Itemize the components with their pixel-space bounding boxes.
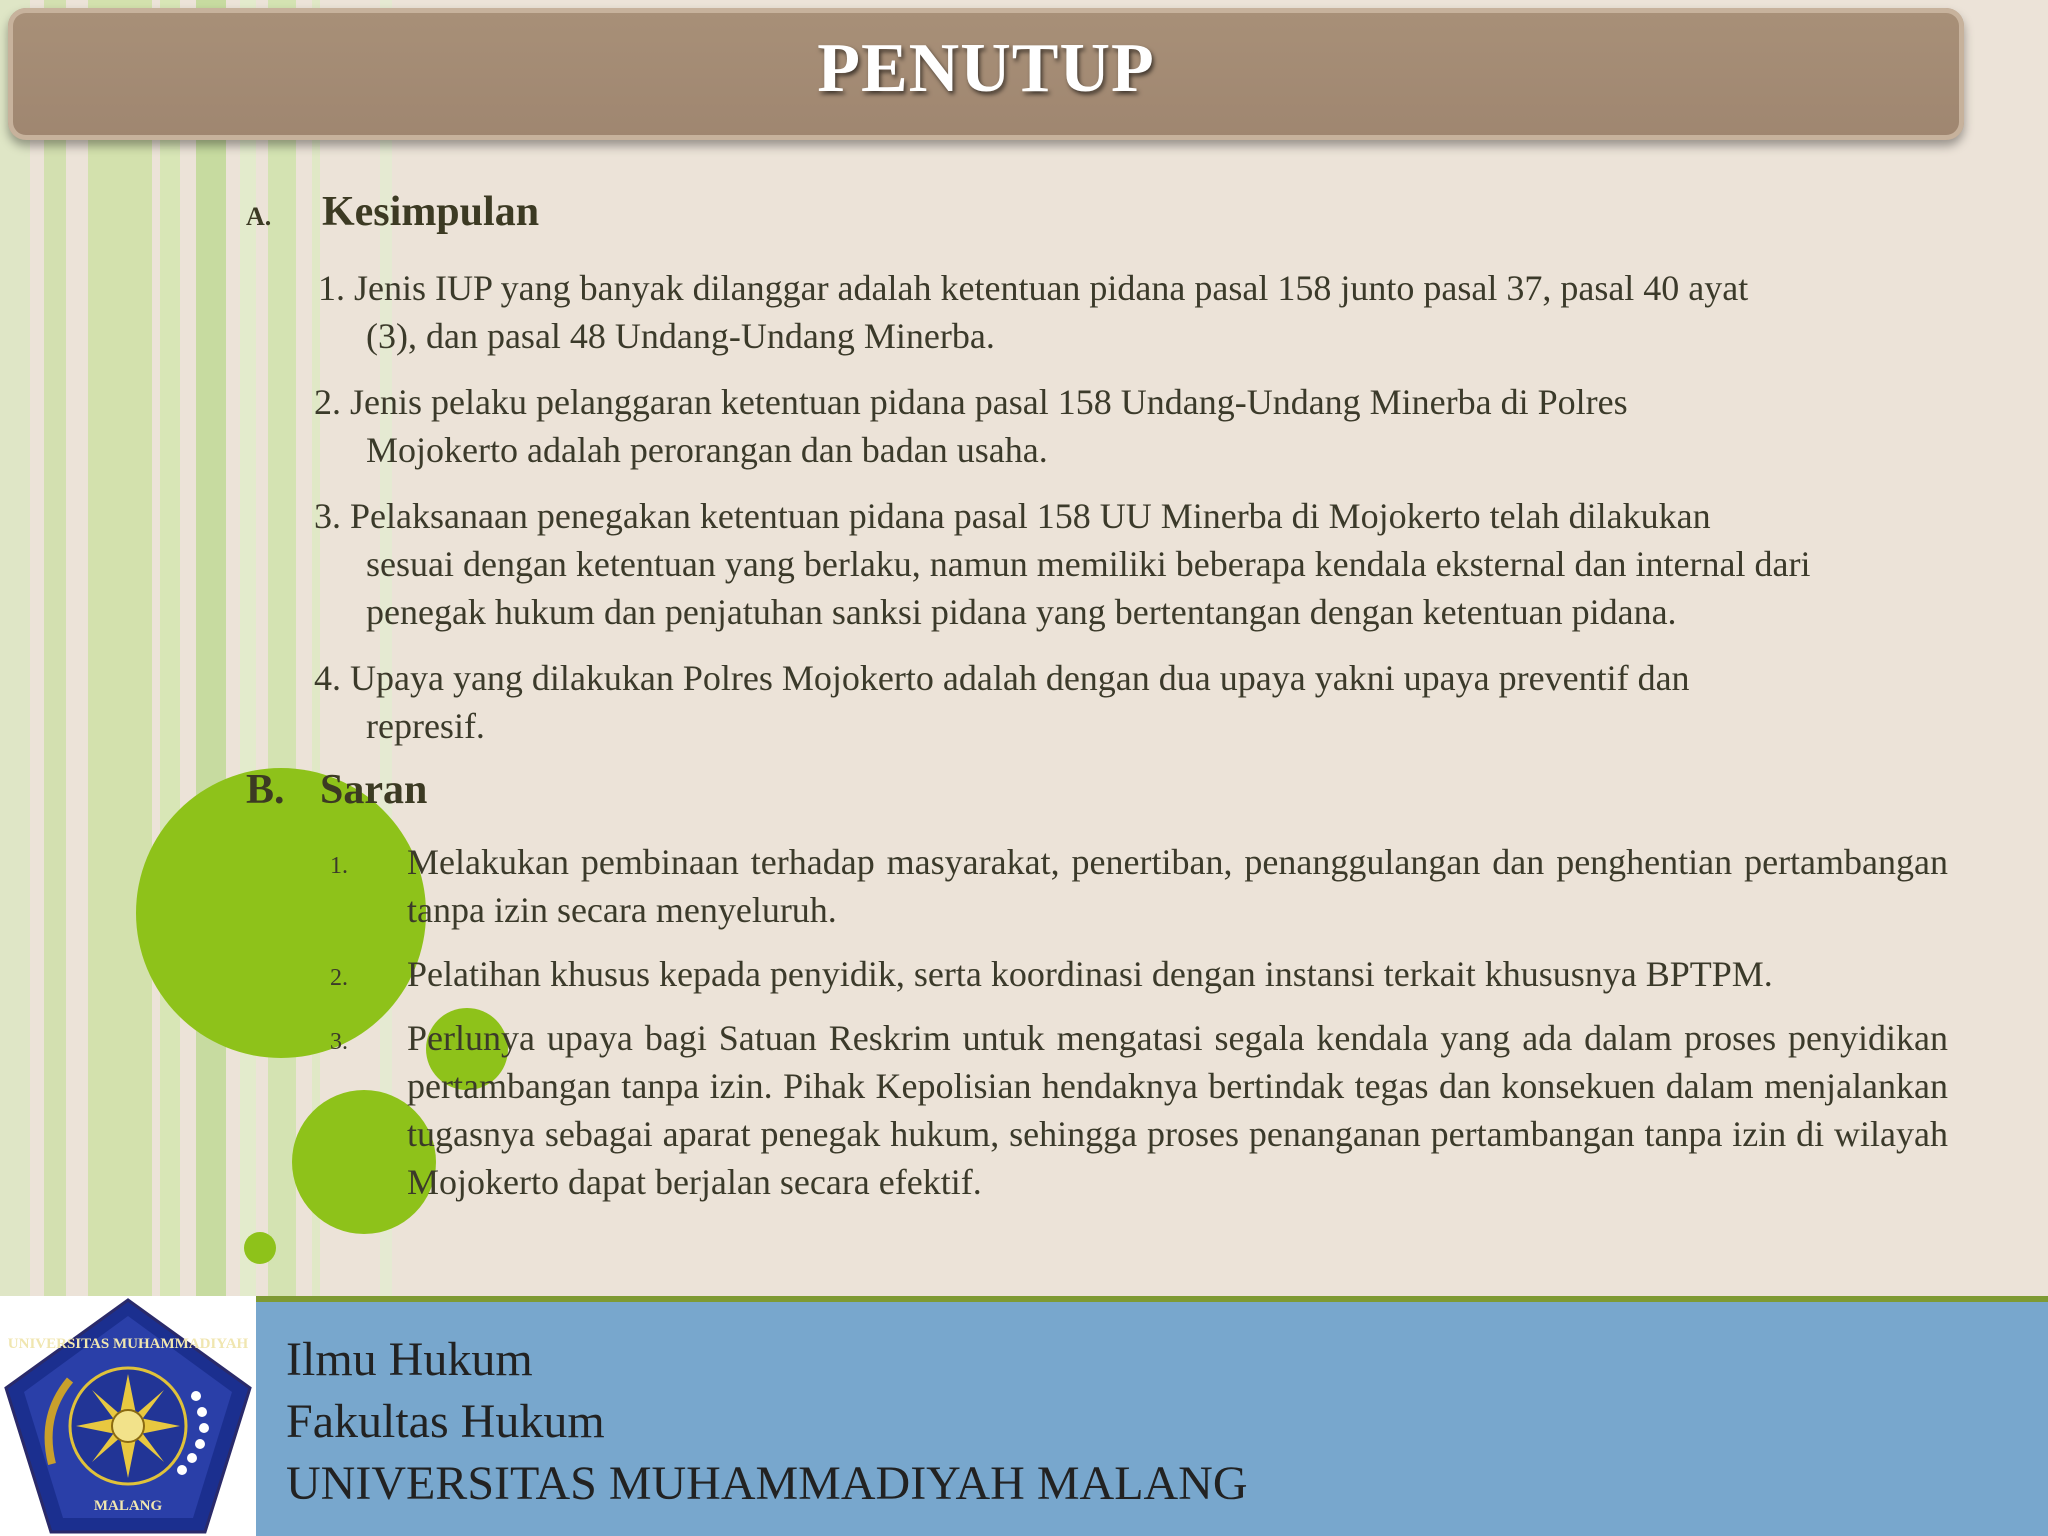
saran-item-1-text: Melakukan pembinaan terhadap masyarakat, penertiban, penanggulangan dan penghentian pertambangan tanpa izin secara menyeluruh. — [407, 842, 1948, 930]
section-b-heading — [246, 766, 427, 814]
section-a-heading — [246, 188, 539, 236]
saran-item-3-text: Perlunya upaya bagi Satuan Reskrim untuk mengatasi segala kendala yang ada dalam proses penyidikan pertambangan tanpa izin. Pihak Kepolisian hendaknya bertindak tegas dan konsekuen dalam menjalankan tugasnya sebagai aparat penegak hukum, sehingga proses penanganan pertambangan tanpa izin di wilayah Mojokerto dapat berjalan secara efektif. — [407, 1018, 1948, 1202]
kesimpulan-item-4-rest: represif. — [366, 706, 485, 746]
kesimpulan-item-2-line: 2. Jenis pelaku pelanggaran ketentuan pidana pasal 158 Undang-Undang Minerba di Polres — [314, 382, 1628, 422]
footer-faculty: Fakultas Hukum — [286, 1395, 605, 1448]
kesimpulan-item-1-line: 1. Jenis IUP yang banyak dilanggar adalah ketentuan pidana pasal 158 junto pasal 37, pasal 40 ayat — [318, 268, 1749, 308]
kesimpulan-item-1 — [318, 264, 1958, 360]
page-title: PENUTUP — [817, 30, 1155, 107]
logo-top-text: UNIVERSITAS MUHAMMADIYAH — [7, 1336, 249, 1352]
section-a-letter: A. — [246, 202, 272, 231]
saran-item-1-number: 1. — [330, 853, 348, 879]
footer — [0, 1296, 2048, 1536]
university-logo — [0, 1296, 256, 1536]
section-a-title: Kesimpulan — [322, 189, 540, 235]
kesimpulan-item-2 — [314, 378, 1954, 474]
kesimpulan-item-2-rest: Mojokerto adalah perorangan dan badan usaha. — [366, 430, 1048, 470]
section-b-letter: B. — [246, 767, 285, 813]
kesimpulan-item-4 — [314, 654, 1954, 750]
saran-item-2 — [330, 950, 1948, 998]
kesimpulan-item-4-line: 4. Upaya yang dilakukan Polres Mojokerto adalah dengan dua upaya yakni upaya preventif dan — [314, 658, 1690, 698]
saran-item-3-number: 3. — [330, 1029, 348, 1055]
section-b-title: Saran — [320, 767, 428, 813]
kesimpulan-item-1-rest: (3), dan pasal 48 Undang-Undang Minerba. — [366, 316, 995, 356]
saran-item-1 — [330, 838, 1948, 934]
footer-program: Ilmu Hukum — [286, 1333, 533, 1386]
saran-item-3 — [330, 1014, 1948, 1206]
saran-item-2-number: 2. — [330, 965, 348, 991]
kesimpulan-item-3-rest: sesuai dengan ketentuan yang berlaku, namun memiliki beberapa kendala eksternal dan internal dari penegak hukum dan penjatuhan sanksi pidana yang bertentangan dengan ketentuan pidana. — [366, 544, 1811, 632]
kesimpulan-item-3 — [314, 492, 1914, 636]
saran-item-2-text: Pelatihan khusus kepada penyidik, serta koordinasi dengan instansi terkait khususnya BPTPM. — [407, 954, 1773, 994]
logo-bottom-text: MALANG — [93, 1498, 163, 1514]
footer-university: UNIVERSITAS MUHAMMADIYAH MALANG — [286, 1457, 1248, 1510]
kesimpulan-item-3-line: 3. Pelaksanaan penegakan ketentuan pidana pasal 158 UU Minerba di Mojokerto telah dilakukan — [314, 496, 1711, 536]
